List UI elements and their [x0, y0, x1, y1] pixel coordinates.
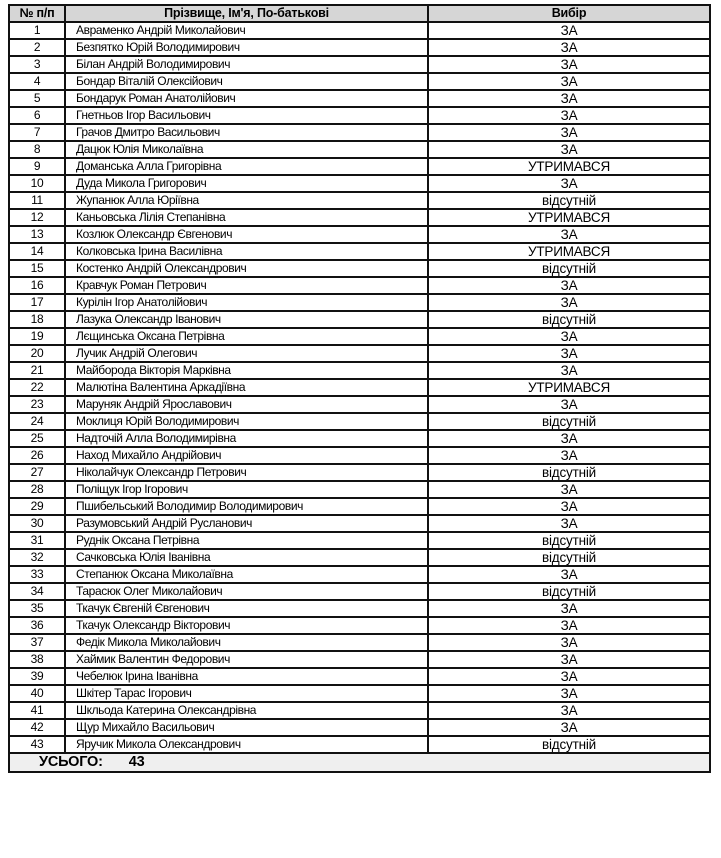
- row-number: 39: [9, 668, 65, 685]
- row-number: 34: [9, 583, 65, 600]
- row-number: 23: [9, 396, 65, 413]
- table-row: [9, 311, 710, 328]
- person-name: Курілін Ігор Анатолійович: [65, 294, 428, 311]
- row-number: 9: [9, 158, 65, 175]
- person-name: Руднік Оксана Петрівна: [65, 532, 428, 549]
- person-name: Разумовський Андрій Русланович: [65, 515, 428, 532]
- vote-value: ЗА: [428, 719, 710, 736]
- vote-value: ЗА: [428, 702, 710, 719]
- vote-value: ЗА: [428, 175, 710, 192]
- row-number: 21: [9, 362, 65, 379]
- vote-value: ЗА: [428, 345, 710, 362]
- person-name: Колковська Ірина Василівна: [65, 243, 428, 260]
- vote-value: ЗА: [428, 498, 710, 515]
- vote-results-table: [8, 4, 711, 773]
- vote-value: відсутній: [428, 532, 710, 549]
- table-row: [9, 124, 710, 141]
- row-number: 15: [9, 260, 65, 277]
- table-row: [9, 566, 710, 583]
- table-row: [9, 549, 710, 566]
- vote-value: ЗА: [428, 277, 710, 294]
- vote-value: відсутній: [428, 464, 710, 481]
- row-number: 42: [9, 719, 65, 736]
- person-name: Маруняк Андрій Ярославович: [65, 396, 428, 413]
- vote-value: ЗА: [428, 362, 710, 379]
- table-row: [9, 617, 710, 634]
- table-header: [9, 5, 710, 22]
- table-row: [9, 651, 710, 668]
- row-number: 10: [9, 175, 65, 192]
- row-number: 20: [9, 345, 65, 362]
- person-name: Шкітер Тарас Ігорович: [65, 685, 428, 702]
- row-number: 16: [9, 277, 65, 294]
- vote-value: ЗА: [428, 226, 710, 243]
- person-name: Щур Михайло Васильович: [65, 719, 428, 736]
- vote-value: УТРИМАВСЯ: [428, 379, 710, 396]
- row-number: 25: [9, 430, 65, 447]
- row-number: 3: [9, 56, 65, 73]
- row-number: 12: [9, 209, 65, 226]
- vote-value: ЗА: [428, 39, 710, 56]
- person-name: Тарасюк Олег Миколайович: [65, 583, 428, 600]
- table-footer: [9, 753, 710, 772]
- table-body: [9, 22, 710, 753]
- vote-value: відсутній: [428, 311, 710, 328]
- person-name: Ткачук Євгеній Євгенович: [65, 600, 428, 617]
- table-row: [9, 464, 710, 481]
- vote-value: ЗА: [428, 107, 710, 124]
- vote-value: відсутній: [428, 192, 710, 209]
- person-name: Ткачук Олександр Вікторович: [65, 617, 428, 634]
- vote-value: ЗА: [428, 651, 710, 668]
- person-name: Надточій Алла Володимирівна: [65, 430, 428, 447]
- table-row: [9, 209, 710, 226]
- table-row: [9, 328, 710, 345]
- person-name: Костенко Андрій Олександрович: [65, 260, 428, 277]
- table-row: [9, 294, 710, 311]
- row-number: 27: [9, 464, 65, 481]
- vote-value: ЗА: [428, 600, 710, 617]
- table-row: [9, 583, 710, 600]
- person-name: Кравчук Роман Петрович: [65, 277, 428, 294]
- person-name: Доманська Алла Григорівна: [65, 158, 428, 175]
- person-name: Козлюк Олександр Євгенович: [65, 226, 428, 243]
- row-number: 17: [9, 294, 65, 311]
- person-name: Гнетньов Ігор Васильович: [65, 107, 428, 124]
- table-row: [9, 243, 710, 260]
- vote-value: відсутній: [428, 413, 710, 430]
- table-row: [9, 498, 710, 515]
- column-header-number: № п/п: [9, 5, 65, 22]
- person-name: Чебелюк Ірина Іванівна: [65, 668, 428, 685]
- person-name: Безпятко Юрій Володимирович: [65, 39, 428, 56]
- vote-value: ЗА: [428, 430, 710, 447]
- total-row: [9, 753, 710, 772]
- table-row: [9, 481, 710, 498]
- vote-value: ЗА: [428, 481, 710, 498]
- row-number: 24: [9, 413, 65, 430]
- table-row: [9, 668, 710, 685]
- person-name: Моклиця Юрій Володимирович: [65, 413, 428, 430]
- person-name: Бондарук Роман Анатолійович: [65, 90, 428, 107]
- person-name: Яручик Микола Олександрович: [65, 736, 428, 753]
- row-number: 5: [9, 90, 65, 107]
- table-row: [9, 107, 710, 124]
- header-row: [9, 5, 710, 22]
- person-name: Ніколайчук Олександр Петрович: [65, 464, 428, 481]
- row-number: 1: [9, 22, 65, 39]
- row-number: 41: [9, 702, 65, 719]
- table-row: [9, 634, 710, 651]
- row-number: 13: [9, 226, 65, 243]
- person-name: Лєщинська Оксана Петрівна: [65, 328, 428, 345]
- vote-value: відсутній: [428, 260, 710, 277]
- table-row: [9, 447, 710, 464]
- table-row: [9, 175, 710, 192]
- row-number: 35: [9, 600, 65, 617]
- person-name: Лазука Олександр Іванович: [65, 311, 428, 328]
- person-name: Майборода Вікторія Марківна: [65, 362, 428, 379]
- table-row: [9, 515, 710, 532]
- person-name: Жупанюк Алла Юріївна: [65, 192, 428, 209]
- row-number: 11: [9, 192, 65, 209]
- person-name: Лучик Андрій Олегович: [65, 345, 428, 362]
- column-header-fullname: Прізвище, Ім'я, По-батькові: [65, 5, 428, 22]
- total-value: 43: [128, 754, 145, 771]
- row-number: 36: [9, 617, 65, 634]
- column-header-choice: Вибір: [428, 5, 710, 22]
- row-number: 31: [9, 532, 65, 549]
- person-name: Малютіна Валентина Аркадіївна: [65, 379, 428, 396]
- row-number: 14: [9, 243, 65, 260]
- vote-value: ЗА: [428, 634, 710, 651]
- row-number: 37: [9, 634, 65, 651]
- vote-value: ЗА: [428, 124, 710, 141]
- person-name: Авраменко Андрій Миколайович: [65, 22, 428, 39]
- row-number: 33: [9, 566, 65, 583]
- table-row: [9, 685, 710, 702]
- row-number: 19: [9, 328, 65, 345]
- table-row: [9, 226, 710, 243]
- table-row: [9, 141, 710, 158]
- vote-value: ЗА: [428, 328, 710, 345]
- vote-value: відсутній: [428, 583, 710, 600]
- vote-value: ЗА: [428, 617, 710, 634]
- vote-value: ЗА: [428, 141, 710, 158]
- person-name: Каньовська Лілія Степанівна: [65, 209, 428, 226]
- table-row: [9, 39, 710, 56]
- table-row: [9, 600, 710, 617]
- vote-value: ЗА: [428, 566, 710, 583]
- table-row: [9, 719, 710, 736]
- vote-value: ЗА: [428, 515, 710, 532]
- table-row: [9, 379, 710, 396]
- person-name: Шкльода Катерина Олександрівна: [65, 702, 428, 719]
- vote-value: ЗА: [428, 56, 710, 73]
- vote-value: УТРИМАВСЯ: [428, 158, 710, 175]
- vote-value: УТРИМАВСЯ: [428, 243, 710, 260]
- vote-value: ЗА: [428, 447, 710, 464]
- vote-value: ЗА: [428, 73, 710, 90]
- vote-value: ЗА: [428, 294, 710, 311]
- person-name: Дацюк Юлія Миколаївна: [65, 141, 428, 158]
- table-row: [9, 362, 710, 379]
- row-number: 32: [9, 549, 65, 566]
- table-row: [9, 736, 710, 753]
- vote-value: ЗА: [428, 22, 710, 39]
- row-number: 18: [9, 311, 65, 328]
- table-row: [9, 430, 710, 447]
- table-row: [9, 192, 710, 209]
- person-name: Грачов Дмитро Васильович: [65, 124, 428, 141]
- person-name: Степанюк Оксана Миколаївна: [65, 566, 428, 583]
- person-name: Наход Михайло Андрійович: [65, 447, 428, 464]
- table-row: [9, 702, 710, 719]
- vote-value: відсутній: [428, 736, 710, 753]
- table-row: [9, 73, 710, 90]
- table-row: [9, 260, 710, 277]
- row-number: 22: [9, 379, 65, 396]
- vote-value: відсутній: [428, 549, 710, 566]
- row-number: 43: [9, 736, 65, 753]
- row-number: 6: [9, 107, 65, 124]
- table-row: [9, 532, 710, 549]
- person-name: Пшибельський Володимир Володимирович: [65, 498, 428, 515]
- table-row: [9, 345, 710, 362]
- table-row: [9, 56, 710, 73]
- vote-value: ЗА: [428, 685, 710, 702]
- vote-value: ЗА: [428, 668, 710, 685]
- person-name: Білан Андрій Володимирович: [65, 56, 428, 73]
- row-number: 29: [9, 498, 65, 515]
- vote-value: ЗА: [428, 396, 710, 413]
- table-row: [9, 396, 710, 413]
- row-number: 7: [9, 124, 65, 141]
- row-number: 2: [9, 39, 65, 56]
- vote-value: ЗА: [428, 90, 710, 107]
- total-label: УСЬОГО:: [39, 754, 103, 771]
- person-name: Дуда Микола Григорович: [65, 175, 428, 192]
- person-name: Федік Микола Миколайович: [65, 634, 428, 651]
- table-row: [9, 22, 710, 39]
- table-row: [9, 413, 710, 430]
- table-row: [9, 277, 710, 294]
- row-number: 4: [9, 73, 65, 90]
- total-cell: [9, 753, 710, 772]
- row-number: 28: [9, 481, 65, 498]
- vote-value: УТРИМАВСЯ: [428, 209, 710, 226]
- row-number: 26: [9, 447, 65, 464]
- row-number: 38: [9, 651, 65, 668]
- person-name: Бондар Віталій Олексійович: [65, 73, 428, 90]
- table-row: [9, 158, 710, 175]
- person-name: Хаймик Валентин Федорович: [65, 651, 428, 668]
- table-row: [9, 90, 710, 107]
- row-number: 30: [9, 515, 65, 532]
- person-name: Поліщук Ігор Ігорович: [65, 481, 428, 498]
- row-number: 40: [9, 685, 65, 702]
- row-number: 8: [9, 141, 65, 158]
- person-name: Сачковська Юлія Іванівна: [65, 549, 428, 566]
